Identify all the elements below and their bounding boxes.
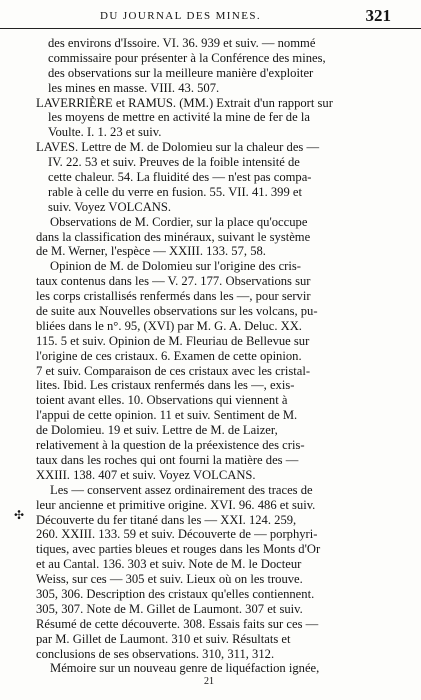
text-line: cette chaleur. 54. La fluidité des — n'est pas compa- xyxy=(48,170,312,185)
text-line: de M. Werner, l'espèce — XXIII. 133. 57, 58. xyxy=(36,244,266,259)
text-line: les moyens de mettre en activité la mine de fer de la xyxy=(48,110,310,125)
text-line: LAVES. Lettre de M. de Dolomieu sur la chaleur des — xyxy=(36,140,320,155)
text-line: les corps cristallisés renfermés dans les —, pour servir xyxy=(36,289,311,304)
margin-mark: ✣ xyxy=(14,508,25,522)
text-line: Découverte du fer titané dans les — XXI. 124. 259, xyxy=(36,512,297,527)
text-line: 7 et suiv. Comparaison de ces cristaux avec les cristal- xyxy=(36,363,311,378)
text-line: toient avant elles. 10. Observations qui viennent à xyxy=(36,393,288,408)
text-line: 115. 5 et suiv. Opinion de M. Fleuriau de Bellevue sur xyxy=(36,333,310,348)
text-line: et au Cantal. 136. 303 et suiv. Note de M. le Docteur xyxy=(36,557,302,572)
text-line: relativement à la question de la préexistence des cris- xyxy=(36,438,305,453)
text-line: les mines en masse. VIII. 43. 507. xyxy=(48,80,220,95)
signature-mark: 21 xyxy=(204,676,214,687)
text-line: commissaire pour présenter à la Conférence des mines, xyxy=(48,50,326,65)
text-line: de Dolomieu. 19 et suiv. Lettre de M. de Laizer, xyxy=(36,423,278,438)
text-line: LAVERRIÈRE et RAMUS. (MM.) Extrait d'un rapport sur xyxy=(36,95,333,110)
running-head: DU JOURNAL DES MINES. xyxy=(100,10,261,22)
index-text xyxy=(36,36,392,676)
text-line: suiv. Voyez VOLCANS. xyxy=(48,199,172,214)
text-line: XXIII. 138. 407 et suiv. Voyez VOLCANS. xyxy=(36,467,256,482)
text-line: par M. Gillet de Laumont. 310 et suiv. Résultats et xyxy=(36,631,291,646)
text-line: Mémoire sur un nouveau genre de liquéfaction ignée, xyxy=(50,661,320,676)
text-line: bliées dans le n°. 95, (XVI) par M. G. A. Deluc. XX. xyxy=(36,318,302,333)
text-line: Weiss, sur ces — 305 et suiv. Lieux où on les trouve. xyxy=(36,572,303,587)
text-line: Les — conservent assez ordinairement des traces de xyxy=(50,482,313,497)
text-line: Observations de M. Cordier, sur la place qu'occupe xyxy=(50,214,308,229)
text-line: 305, 306. Description des cristaux qu'elles contiennent. xyxy=(36,586,315,601)
text-line: leur ancienne et primitive origine. XVI. 96. 486 et suiv. xyxy=(36,497,316,512)
text-line: dans la classification des minéraux, suivant le système xyxy=(36,229,311,244)
text-line: conclusions de ses observations. 310, 311, 312. xyxy=(36,646,275,661)
text-line: des environs d'Issoire. VI. 36. 939 et suiv. — nommé xyxy=(48,36,316,50)
page-header xyxy=(0,6,421,29)
text-line: l'origine de ces cristaux. 6. Examen de cette opinion. xyxy=(36,348,302,363)
page-number: 321 xyxy=(365,6,391,25)
text-line: 260. XXIII. 133. 59 et suiv. Découverte de — porphyri- xyxy=(36,527,318,542)
text-line: des observations sur la meilleure manière d'exploiter xyxy=(48,65,314,80)
text-line: Résumé de cette découverte. 308. Essais faits sur ces — xyxy=(36,616,319,631)
text-line: Voulte. I. 1. 23 et suiv. xyxy=(48,125,162,140)
text-line: l'appui de cette opinion. 11 et suiv. Sentiment de M. xyxy=(36,408,298,423)
text-line: tiques, avec parties bleues et rouges dans les Monts d'Or xyxy=(36,542,321,557)
text-line: IV. 22. 53 et suiv. Preuves de la foible intensité de xyxy=(48,155,300,170)
text-line: lites. Ibid. Les cristaux renfermés dans les —, exis- xyxy=(36,378,295,393)
text-line: 305, 307. Note de M. Gillet de Laumont. 307 et suiv. xyxy=(36,601,303,616)
text-line: taux contenus dans les — V. 27. 177. Observations sur xyxy=(36,274,311,289)
text-line: rable à celle du verre en fusion. 55. VII. 41. 399 et xyxy=(48,184,303,199)
text-line: Opinion de M. de Dolomieu sur l'origine des cris- xyxy=(50,259,301,274)
text-line: de suite aux Nouvelles observations sur les volcans, pu- xyxy=(36,304,318,319)
text-line: taux dans les roches qui ont fourni la matière des — xyxy=(36,452,299,467)
